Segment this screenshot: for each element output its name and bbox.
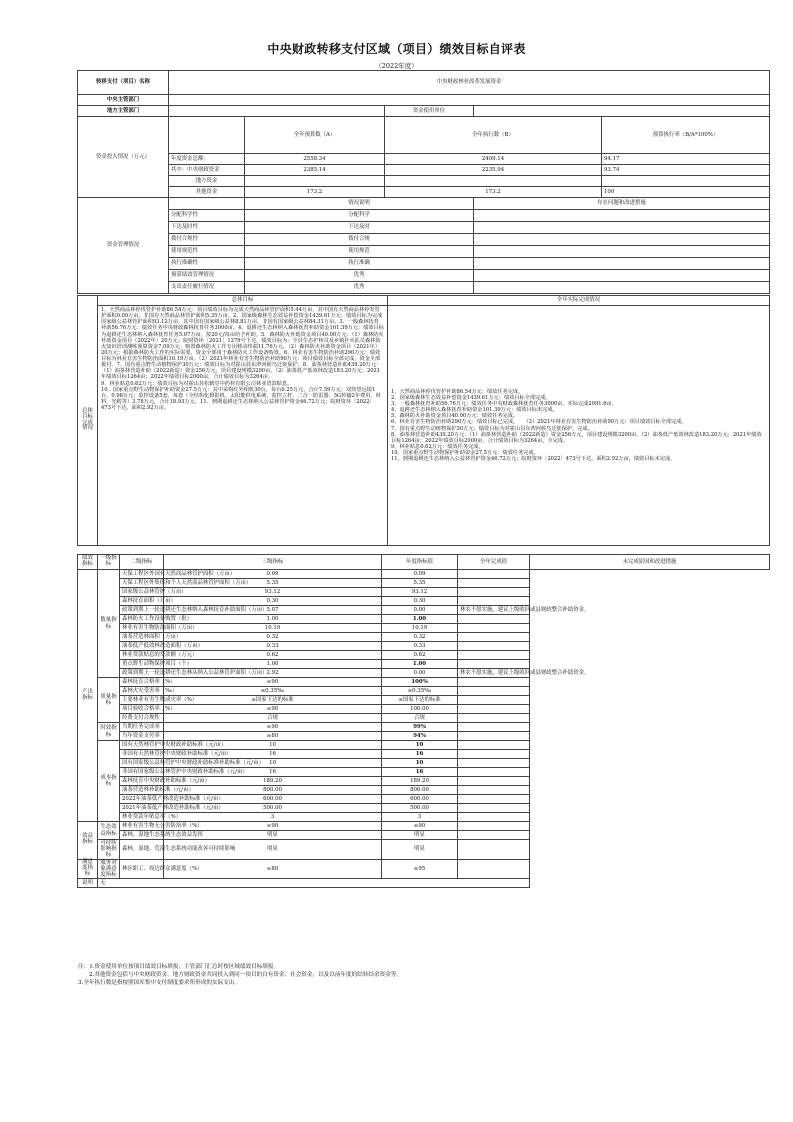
management-header-issues: 存在问题和改进措施 bbox=[474, 198, 770, 210]
indicator-target: 明显 bbox=[164, 831, 382, 840]
indicator-target: 93.12 bbox=[164, 588, 382, 597]
funds-row-rate: 100 bbox=[602, 187, 770, 198]
indicator-row bbox=[78, 822, 770, 831]
funds-row-executed: 2235.94 bbox=[385, 165, 602, 176]
management-row-issue bbox=[474, 234, 770, 246]
indicator-target: 5.35 bbox=[164, 579, 382, 588]
overall-target-paragraph: 1、天然商品林停伐管护补助86.54万元：项目绩效目标为完成天然商品林管护面积5.44万亩，其中国有天然商品林停发管护面积0.09万亩，非国有天然商品林管护面积5.35万亩。2、国家级森林生态效益补偿资金1439.61万元：绩效目标为完成国家级公益林管护面积93.12万亩，其中国有国家级公益林8.81万亩，非国有国家级公益林84.31万亩。3、一般森林抚育补助56.76万元：绩效任务中央财政森林抚育任务3000亩。4、退耕还生态林纳入森林抚育补助资金101.39万元：绩效目标为退耕还生态林纳入森林抚育任务5.07万亩，按20元/每亩给予补助。5、森林防火补助资金项目40.00万元：（1）森林防火补助资金项目（2022年）20万元；皖财资环〔2021〕1279号下达，绩效目标为：全县生态护林员及乡镇扑火队员森林防火知识培训测练预算资金7.09万元；购置森林防火工作专用移动终端11.76万元。（2）森林防火补助资金项目（2021年）20万元；根据森林防火工作的实际需要，资金全部用于森林防火工作设备购置。6、林业有害生物防治补助290万元：绩效目标为林业有害生物防治面积10.19万亩。（2）2021年林业有害生物防治补助90万元：项目绩效目标全部完成，资金全部拨付。7、国有重点野生动植物保护30万元：绩效目标为对霍山县东淠河候鸟迁徙保护。8、油茶林营造补助439.20万元：（1）油茶林营造补助（2022新造）资金256万元，项目建设规模3200亩。（2）油茶低产低效林改造183.20万元；2021年绩效目标1264亩；2022年绩效目标2000亩，合计绩效目标为3264亩。 bbox=[101, 307, 384, 381]
indicator-row bbox=[78, 642, 770, 651]
indicator-reason bbox=[458, 633, 530, 642]
indicator-row bbox=[78, 633, 770, 642]
management-row-issue bbox=[474, 270, 770, 282]
indicator-l2-label: 可持续影响指标 bbox=[98, 840, 120, 860]
indicator-row bbox=[78, 687, 770, 696]
overall-actual-header: 全年实际完成情况 bbox=[388, 296, 770, 306]
indicator-row bbox=[78, 588, 770, 597]
overall-actual-paragraph: 5、森林防火补助资金项目40.00万元：绩效任务完成。 bbox=[391, 413, 519, 420]
indicator-name: 政策到期上一轮退耕还生态林纳入森林抚育补助面积（万亩） bbox=[120, 606, 164, 615]
indicator-target: 3 bbox=[164, 813, 382, 822]
indicator-target: 0.09 bbox=[164, 570, 382, 579]
indicator-actual: 800.00 bbox=[382, 786, 458, 795]
management-header-blank bbox=[169, 198, 245, 210]
indicator-target: 明显 bbox=[164, 840, 382, 860]
indicator-actual: ≤国家下达的标准 bbox=[382, 696, 458, 705]
indicator-name: 森林、湿地生态系统生态效益发挥 bbox=[120, 831, 164, 840]
indicator-name: 油茶营造林面积（万亩） bbox=[120, 633, 164, 642]
funds-row-budget: 2558.34 bbox=[245, 154, 385, 165]
indicator-target: 10.19 bbox=[164, 624, 382, 633]
note-item: 2.其他资金包括与中央财政资金、地方财政资金共同投入到同一项目的自有资金、社会资金，以及以前年度的结转结余资金等。 bbox=[89, 972, 402, 979]
funds-row-budget: 173.2 bbox=[245, 187, 385, 198]
indicator-actual: 3 bbox=[382, 813, 458, 822]
indicator-name: 重点野生动物保护项目（个） bbox=[120, 660, 164, 669]
indicator-row bbox=[78, 813, 770, 822]
indicator-l2-label: 数量指标 bbox=[98, 570, 120, 678]
indicator-section-label: 绩效指标 bbox=[78, 555, 98, 570]
indicator-row bbox=[78, 768, 770, 777]
indicator-row bbox=[78, 660, 770, 669]
indicator-name: 天保工程区外国有天然商品林管护面积（万亩） bbox=[120, 570, 164, 579]
indicator-reason bbox=[458, 786, 530, 795]
indicator-target: ≥90 bbox=[164, 822, 382, 831]
indicator-name: 2021年油茶低产林改造补助标准（元/亩） bbox=[120, 804, 164, 813]
indicator-actual: 500.00 bbox=[382, 804, 458, 813]
indicator-name: 林业有害生物防治面积（万亩） bbox=[120, 624, 164, 633]
indicator-actual: ≤0.35‰ bbox=[382, 687, 458, 696]
indicator-name: 经费支付合规性 bbox=[120, 714, 164, 723]
user-unit-value bbox=[474, 106, 770, 117]
indicator-reason: 林农不愿实施，建议上级收回或县财政整合补助资金。 bbox=[458, 669, 530, 678]
indicator-row bbox=[78, 732, 770, 741]
management-row-desc: 下达及时 bbox=[245, 222, 474, 234]
indicator-l2-label: 质量指标 bbox=[98, 678, 120, 723]
indicator-row bbox=[78, 859, 770, 879]
user-unit-label: 资金使用单位 bbox=[385, 106, 474, 117]
indicator-name: 国有国家级公益林管护中央财政补助标准补助标准（元/亩） bbox=[120, 759, 164, 768]
indicator-target: 0.32 bbox=[164, 633, 382, 642]
page-title: 中央财政转移支付区域（项目）绩效目标自评表 bbox=[267, 42, 526, 56]
indicator-l1-label: 满意度指标 bbox=[78, 859, 98, 879]
funds-header-budget: 全年预算数（A） bbox=[245, 117, 385, 154]
indicator-target: ≥90 bbox=[164, 678, 382, 687]
management-row-desc: 执行准确 bbox=[245, 258, 474, 270]
funds-row-executed bbox=[385, 176, 602, 187]
management-row-label: 下达及时性 bbox=[169, 222, 245, 234]
page-year: （2022年度） bbox=[375, 62, 418, 70]
indicator-actual: 189.20 bbox=[382, 777, 458, 786]
indicator-row bbox=[78, 759, 770, 768]
overall-target-paragraph: 10、国家重点野生动物保护补助资金27.5万元：其中采购红外相机30台，每台0.25万元，合计7.59万元；双筒望远镜1台，0.98万元；监控设备5套，每套（全结构化摄影机、太阳能供电系统、监控立杆、二合一防雷器、5G传输2年费用、材料、光缆等）3.78万元，合计18.93万元。11、到期退耕还生态林纳入公益林管护资金46.72万元；皖财资环〔2022〕473号下达，面积2.92万亩。 bbox=[101, 386, 381, 411]
management-row-desc: 使用规范 bbox=[245, 246, 474, 258]
indicator-reason bbox=[458, 651, 530, 660]
indicator-actual: 0.30 bbox=[382, 597, 458, 606]
funds-header-rate: 预算执行率（B/A*100%） bbox=[602, 117, 770, 154]
indicator-target: 合规 bbox=[164, 714, 382, 723]
indicator-row bbox=[78, 831, 770, 840]
indicator-reason bbox=[458, 597, 530, 606]
project-name-label: 转移支付（项目）名称 bbox=[78, 71, 169, 95]
funds-row-executed: 2409.14 bbox=[385, 154, 602, 165]
indicator-reason bbox=[458, 813, 530, 822]
indicator-target: 600.00 bbox=[164, 795, 382, 804]
overall-section-label: 总体目标完成情况 bbox=[78, 296, 98, 546]
indicator-row bbox=[78, 741, 770, 750]
indicator-target: 16 bbox=[164, 768, 382, 777]
indicator-actual: 1.00 bbox=[382, 615, 458, 624]
management-row-label: 分配科学性 bbox=[169, 210, 245, 222]
indicator-target: ≥90 bbox=[164, 705, 382, 714]
indicator-l2-label: 服务对象满意度指标 bbox=[98, 859, 120, 879]
explain-label: 说明 bbox=[78, 879, 98, 888]
indicator-actual: 10 bbox=[382, 741, 458, 750]
indicator-name: 当期任务完成率 bbox=[120, 723, 164, 732]
indicator-reason bbox=[458, 732, 530, 741]
indicator-l2-label: 成本指标 bbox=[98, 741, 120, 822]
indicator-name: 林区职工、周边群众满意度（%） bbox=[120, 859, 164, 879]
overall-actual-text bbox=[388, 306, 770, 546]
summary-table bbox=[77, 70, 770, 294]
management-row-label: 执行准确性 bbox=[169, 258, 245, 270]
indicator-header-reason: 未完成原因和改进措施 bbox=[530, 555, 770, 570]
funds-header-executed: 全年执行数（B） bbox=[385, 117, 602, 154]
central-dept-value bbox=[169, 95, 770, 106]
indicator-l2-label: 时效指标 bbox=[98, 723, 120, 741]
indicator-l2-label: 生态效益指标 bbox=[98, 822, 120, 840]
indicator-reason bbox=[458, 570, 530, 579]
indicator-reason bbox=[458, 696, 530, 705]
management-row-issue bbox=[474, 222, 770, 234]
indicator-row bbox=[78, 579, 770, 588]
indicator-name: 非国有国家级公益林管护中央财政补助标准（元/亩） bbox=[120, 768, 164, 777]
indicator-table bbox=[77, 554, 770, 888]
funds-row-label: 地方资金 bbox=[169, 176, 245, 187]
indicator-target: 10 bbox=[164, 741, 382, 750]
indicator-actual: ≥95 bbox=[382, 859, 458, 879]
indicator-reason bbox=[458, 579, 530, 588]
indicator-reason bbox=[458, 624, 530, 633]
indicator-reason bbox=[458, 660, 530, 669]
indicator-row bbox=[78, 804, 770, 813]
indicator-target: 0.33 bbox=[164, 642, 382, 651]
indicator-reason bbox=[458, 678, 530, 687]
indicator-name: 油茶营造林补助标准（元/亩） bbox=[120, 786, 164, 795]
management-section-label: 资金管理情况 bbox=[78, 198, 169, 294]
indicator-actual: 5.35 bbox=[382, 579, 458, 588]
indicator-row bbox=[78, 714, 770, 723]
management-row-issue bbox=[474, 246, 770, 258]
indicator-name: 林业贷款贴息的贷款额（万元） bbox=[120, 651, 164, 660]
indicator-row bbox=[78, 570, 770, 579]
indicator-reason bbox=[458, 822, 530, 831]
indicator-actual: 0.00 bbox=[382, 669, 458, 678]
indicator-reason bbox=[458, 687, 530, 696]
management-row-desc: 分配科学 bbox=[245, 210, 474, 222]
indicator-target: 2.92 bbox=[164, 669, 382, 678]
management-row-desc: 优秀 bbox=[245, 282, 474, 294]
indicator-row bbox=[78, 840, 770, 860]
indicator-row bbox=[78, 597, 770, 606]
overall-target-text bbox=[98, 306, 388, 546]
indicator-name: 当年资金支付率 bbox=[120, 732, 164, 741]
indicator-target: ≥90 bbox=[164, 723, 382, 732]
indicator-reason: 林农不愿实施，建议上级收回或县财政整合补助资金。 bbox=[458, 606, 530, 615]
indicator-actual: 0.62 bbox=[382, 651, 458, 660]
indicator-actual: 明显 bbox=[382, 831, 458, 840]
indicator-name: 森林火灾受害率（‰） bbox=[120, 687, 164, 696]
indicator-name: 天保工程区外集体和个人天然商品林管护面积（万亩） bbox=[120, 579, 164, 588]
indicator-row bbox=[78, 705, 770, 714]
management-row-desc: 优秀 bbox=[245, 270, 474, 282]
management-row-label: 拨付合规性 bbox=[169, 234, 245, 246]
funds-row-executed: 173.2 bbox=[385, 187, 602, 198]
indicator-row bbox=[78, 606, 770, 615]
overall-actual-paragraph: 6、林业有害生物防治补助290万元：绩效目标已完成。 （2）2021年林业有害生物防治补助90万元：项目绩效目标全部完成。 bbox=[391, 419, 687, 426]
central-dept-label: 中央主管部门 bbox=[78, 95, 169, 106]
indicator-reason bbox=[458, 804, 530, 813]
funds-row-budget bbox=[245, 176, 385, 187]
indicator-name: 非国有天然林管护中央财政补助标准（元/亩） bbox=[120, 750, 164, 759]
indicator-name: 林业贷款年贴息率（%） bbox=[120, 813, 164, 822]
indicator-target: 1.00 bbox=[164, 615, 382, 624]
overall-actual-paragraph: 11、到期退耕还生态林纳入公益林管护资金46.72万元；皖财资环〔2022〕473号下达，面积2.92万亩，绩效目标未完成。 bbox=[391, 456, 676, 463]
indicator-name: 国有天然林管护中央财政补助标准（元/亩） bbox=[120, 741, 164, 750]
indicator-actual: 10 bbox=[382, 759, 458, 768]
funds-row-rate bbox=[602, 176, 770, 187]
management-row-label: 支出责任履行情况 bbox=[169, 282, 245, 294]
indicator-reason bbox=[458, 795, 530, 804]
overall-actual-paragraph: 2、国家级森林生态效益补偿资金1439.61万元：绩效目标全部完成。 bbox=[391, 394, 551, 401]
indicator-name: 政策到期上一轮退耕还生态林从纳入公益林管护面积（万亩） bbox=[120, 669, 164, 678]
indicator-header-target: 年度指标值 bbox=[382, 555, 458, 570]
indicator-target: ≥80 bbox=[164, 732, 382, 741]
indicator-row bbox=[78, 624, 770, 633]
indicator-target: ≤0.35‰ bbox=[164, 687, 382, 696]
indicator-reason bbox=[458, 859, 530, 879]
funds-row-rate: 94.17 bbox=[602, 154, 770, 165]
indicator-actual: 0.32 bbox=[382, 633, 458, 642]
indicator-name: 森林抚育中央财政补助标准（元/亩） bbox=[120, 777, 164, 786]
indicator-l1-label: 产出指标 bbox=[78, 570, 98, 822]
indicator-target: 0.30 bbox=[164, 597, 382, 606]
funds-header-blank bbox=[169, 117, 245, 154]
indicator-actual: 94% bbox=[382, 732, 458, 741]
indicator-actual: 100.00 bbox=[382, 705, 458, 714]
indicator-row bbox=[78, 777, 770, 786]
funds-section-label: 资金投入情况（万元） bbox=[78, 117, 169, 198]
indicator-reason bbox=[458, 714, 530, 723]
management-header-desc: 情况说明 bbox=[245, 198, 474, 210]
indicator-row bbox=[78, 786, 770, 795]
indicator-reason bbox=[458, 768, 530, 777]
explain-value: 无 bbox=[98, 879, 530, 888]
indicator-row bbox=[78, 678, 770, 687]
indicator-target: 1.00 bbox=[164, 660, 382, 669]
overall-actual-paragraph: 10、国家重点野生动物保护补助资金27.5万元：绩效任务完成。 bbox=[391, 450, 539, 456]
indicator-actual: 明显 bbox=[382, 840, 458, 860]
indicator-name: 国家级公益林管护（万亩） bbox=[120, 588, 164, 597]
indicator-row bbox=[78, 723, 770, 732]
overall-target-paragraph: 9、林业贴息0.62万元：绩效目标为对霍山县松鹤堂中药材有限公司林业贷款贴息。 bbox=[101, 380, 293, 387]
local-dept-value bbox=[169, 106, 385, 117]
management-row-desc: 拨付合规 bbox=[245, 234, 474, 246]
indicator-row bbox=[78, 696, 770, 705]
indicator-reason bbox=[458, 750, 530, 759]
indicator-reason bbox=[458, 831, 530, 840]
project-name-value: 中央财政林业改革发展资金 bbox=[169, 71, 770, 95]
indicator-name: 森林抚育面积（万亩） bbox=[120, 597, 164, 606]
indicator-reason bbox=[458, 777, 530, 786]
indicator-actual: 93.12 bbox=[382, 588, 458, 597]
overall-actual-paragraph: 7、国有重点野生动植物保护30万元：绩效目标为对霍山县东淠河候鸟迁徙保护，完成。 bbox=[391, 425, 593, 432]
funds-row-label: 其中：中央财政资金 bbox=[169, 165, 245, 176]
overall-actual-paragraph: 8、油茶林营造补助439.20万元：（1）油茶林营造补助（2022新造）资金256万元，项目建设规模3200亩。（2）油茶低产低效林改造183.20万元；2021年绩效目标1264亩；2022年绩效目标2000亩，合计绩效目标为3264亩，全完成。 bbox=[391, 431, 762, 444]
overall-actual-paragraph: 3、一般森林抚育补助56.76万元：绩效任务中央财政森林抚育任务3000亩，实际完成2991.6亩。 bbox=[391, 401, 617, 407]
indicator-reason bbox=[458, 705, 530, 714]
indicator-reason bbox=[458, 642, 530, 651]
indicator-header-l2: 二级指标 bbox=[120, 555, 164, 570]
indicator-name: 项目验收合格率（%） bbox=[120, 705, 164, 714]
indicator-row bbox=[78, 615, 770, 624]
indicator-header-actual: 全年完成值 bbox=[458, 555, 530, 570]
indicator-row bbox=[78, 669, 770, 678]
indicator-name: 林业有害生物无公害防治率（%） bbox=[120, 822, 164, 831]
indicator-actual: 0.00 bbox=[382, 606, 458, 615]
indicator-name: 森林防火工作设备购置（批） bbox=[120, 615, 164, 624]
indicator-target: ≥80 bbox=[164, 859, 382, 879]
management-row-issue bbox=[474, 282, 770, 294]
funds-row-label: 其他资金 bbox=[169, 187, 245, 198]
indicator-row bbox=[78, 651, 770, 660]
indicator-row bbox=[78, 750, 770, 759]
indicator-reason bbox=[458, 723, 530, 732]
funds-row-budget: 2385.14 bbox=[245, 165, 385, 176]
notes bbox=[78, 963, 768, 987]
indicator-name: 森林、湿地、荒漠生态系统功能改善可持续影响 bbox=[120, 840, 164, 860]
indicator-actual: 合规 bbox=[382, 714, 458, 723]
indicator-actual: 0.33 bbox=[382, 642, 458, 651]
indicator-reason bbox=[458, 759, 530, 768]
indicator-target: 16 bbox=[164, 750, 382, 759]
note-item: 3.全年执行数是指按照国库集中支付制度要求所形成的实际支出。 bbox=[78, 980, 240, 987]
management-row-issue bbox=[474, 258, 770, 270]
management-row-issue bbox=[474, 210, 770, 222]
indicator-actual: ≥90 bbox=[382, 822, 458, 831]
management-row-label: 使用规范性 bbox=[169, 246, 245, 258]
overall-table bbox=[77, 295, 770, 546]
funds-row-label: 年度资金总额： bbox=[169, 154, 245, 165]
indicator-name: 2022年油茶低产林改造补助标准（元/亩） bbox=[120, 795, 164, 804]
overall-actual-paragraph: 9、林业贴息0.62万元：绩效任务完成。 bbox=[391, 443, 484, 450]
local-dept-label: 地方主管部门 bbox=[78, 106, 169, 117]
indicator-actual: 600.00 bbox=[382, 795, 458, 804]
indicator-reason bbox=[458, 588, 530, 597]
indicator-target: 10 bbox=[164, 759, 382, 768]
indicator-actual: 10.19 bbox=[382, 624, 458, 633]
indicator-reason bbox=[458, 615, 530, 624]
indicator-name: 油茶低产低效林改造面积（万亩） bbox=[120, 642, 164, 651]
indicator-reason bbox=[458, 840, 530, 860]
indicator-actual: 16 bbox=[382, 768, 458, 777]
indicator-header-l1: 一级指标 bbox=[98, 555, 120, 570]
overall-target-header: 总体目标 bbox=[98, 296, 388, 306]
indicator-actual: 100% bbox=[382, 678, 458, 687]
management-row-label: 预算绩效管理情况 bbox=[169, 270, 245, 282]
indicator-actual: 1.00 bbox=[382, 660, 458, 669]
overall-actual-paragraph: 1、天然商品林停伐管护补助86.54万元：绩效任务完成。 bbox=[391, 388, 524, 395]
indicator-name: 主要林业有害生物成灾率（%） bbox=[120, 696, 164, 705]
funds-row-rate: 93.74 bbox=[602, 165, 770, 176]
indicator-header-l3: 三级指标 bbox=[164, 555, 382, 570]
note-item: 注：1.资金使用单位按项目绩效目标填报，主管部门汇总时按区域绩效目标填报。 bbox=[78, 964, 280, 970]
indicator-target: ≤国家下达的标准 bbox=[164, 696, 382, 705]
indicator-name: 森林抚育合格率（%） bbox=[120, 678, 164, 687]
overall-actual-paragraph: 4、退耕还生态林纳入森林抚育补助资金101.39万元：绩效目标未完成。 bbox=[391, 407, 558, 414]
indicator-target: 5.07 bbox=[164, 606, 382, 615]
indicator-actual: 16 bbox=[382, 750, 458, 759]
indicator-actual: 0.09 bbox=[382, 570, 458, 579]
indicator-target: 0.62 bbox=[164, 651, 382, 660]
indicator-target: 800.00 bbox=[164, 786, 382, 795]
indicator-target: 189.20 bbox=[164, 777, 382, 786]
indicator-reason bbox=[458, 741, 530, 750]
indicator-row bbox=[78, 795, 770, 804]
indicator-target: 500.00 bbox=[164, 804, 382, 813]
indicator-l1-label: 效益指标 bbox=[78, 822, 98, 860]
indicator-actual: 99% bbox=[382, 723, 458, 732]
